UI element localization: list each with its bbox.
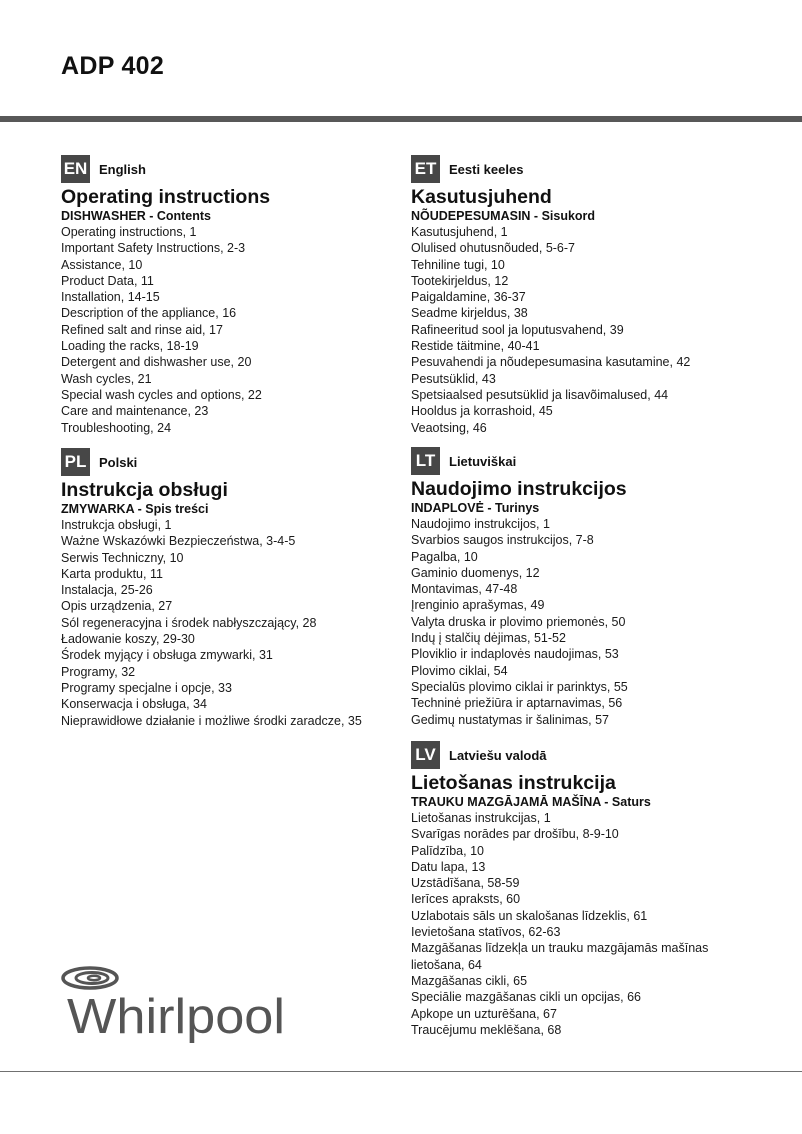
list-item: Palīdzība, 10 [411, 843, 484, 858]
list-item: Ważne Wskazówki Bezpieczeństwa, 3-4-5 [61, 534, 296, 549]
list-item: Uzlabotais sāls un skalošanas līdzeklis, 61 [411, 908, 648, 923]
list-item: Opis urządzenia, 27 [61, 599, 173, 614]
language-badge: EN [61, 155, 90, 183]
whirlpool-logo [60, 963, 292, 1043]
list-item: Traucējumu meklēšana, 68 [411, 1022, 562, 1037]
section-header [411, 155, 791, 183]
section-title: Kasutusjuhend [411, 186, 552, 208]
list-item: Karta produktu, 11 [61, 566, 163, 581]
list-item: Serwis Techniczny, 10 [61, 550, 184, 565]
section-subtitle: INDAPLOVĖ - Turinys [411, 501, 540, 515]
list-item: Seadme kirjeldus, 38 [411, 306, 528, 321]
list-item: Instalacja, 25-26 [61, 583, 153, 598]
bottom-divider [0, 1071, 802, 1072]
section-title: Naudojimo instrukcijos [411, 478, 627, 500]
model-title: ADP 402 [61, 52, 165, 80]
contents-list [61, 224, 441, 436]
list-item: Operating instructions, 1 [61, 225, 197, 239]
list-item: Detergent and dishwasher use, 20 [61, 355, 252, 370]
section-estonian [411, 155, 791, 436]
list-item: Gaminio duomenys, 12 [411, 565, 540, 580]
list-item: Troubleshooting, 24 [61, 420, 172, 435]
contents-list [411, 516, 791, 728]
list-item: Pesuvahendi ja nõudepesumasina kasutamine, 42 [411, 355, 691, 370]
section-polish [61, 448, 441, 729]
list-item: Olulised ohutusnõuded, 5-6-7 [411, 241, 576, 256]
section-header [61, 448, 441, 476]
list-item: Ierīces apraksts, 60 [411, 892, 521, 907]
language-name: Polski [99, 454, 138, 470]
list-item: Montavimas, 47-48 [411, 582, 518, 597]
list-item: Tootekirjeldus, 12 [411, 273, 509, 288]
list-item: Loading the racks, 18-19 [61, 339, 199, 354]
list-item: Mazgāšanas cikli, 65 [411, 973, 528, 988]
list-item: Spetsiaalsed pesutsüklid ja lisavõimalused, 44 [411, 387, 669, 402]
list-item: Naudojimo instrukcijos, 1 [411, 517, 550, 531]
list-item: Nieprawidłowe działanie i możliwe środki zaradcze, 35 [61, 713, 362, 728]
list-item: Veaotsing, 46 [411, 420, 487, 435]
list-item: Ładowanie koszy, 29-30 [61, 632, 195, 647]
list-item: Valyta druska ir plovimo priemonės, 50 [411, 614, 626, 629]
section-title: Operating instructions [61, 186, 271, 208]
list-item: Tehniline tugi, 10 [411, 257, 505, 272]
language-name: Lietuviškai [449, 453, 517, 469]
list-item: Pesutsüklid, 43 [411, 371, 496, 386]
section-subtitle: DISHWASHER - Contents [61, 209, 211, 223]
list-item: Środek myjący i obsługa zmywarki, 31 [61, 648, 273, 663]
list-item: Svarīgas norādes par drošību, 8-9-10 [411, 827, 619, 842]
list-item: Special wash cycles and options, 22 [61, 387, 262, 402]
list-item: Important Safety Instructions, 2-3 [61, 241, 246, 256]
contents-list [61, 517, 441, 729]
list-item: Lietošanas instrukcijas, 1 [411, 811, 551, 825]
list-item: Techninė priežiūra ir aptarnavimas, 56 [411, 696, 623, 711]
list-item: Product Data, 11 [61, 273, 154, 288]
list-item: Pagalba, 10 [411, 549, 478, 564]
language-badge: LV [411, 741, 440, 769]
list-item: Installation, 14-15 [61, 290, 160, 305]
list-item: Uzstādīšana, 58-59 [411, 876, 520, 891]
brand-wordmark: Whirlpool [67, 990, 285, 1043]
list-item: Assistance, 10 [61, 257, 143, 272]
list-item: Care and maintenance, 23 [61, 404, 209, 419]
contents-list [411, 810, 791, 1038]
section-header [411, 741, 791, 769]
section-header [61, 155, 441, 183]
section-subtitle: ZMYWARKA - Spis treści [61, 502, 209, 516]
top-divider [0, 116, 802, 122]
section-title: Lietošanas instrukcija [411, 772, 616, 794]
section-latvian [411, 741, 791, 1038]
list-item: Hooldus ja korrashoid, 45 [411, 404, 553, 419]
list-item: Specialūs plovimo ciklai ir parinktys, 55 [411, 679, 628, 694]
section-lithuanian [411, 447, 791, 728]
whirlpool-swirl-icon [63, 968, 117, 988]
list-item: Įrenginio aprašymas, 49 [411, 598, 545, 613]
list-item: Restide täitmine, 40-41 [411, 339, 540, 354]
list-item: Ievietošana statīvos, 62-63 [411, 925, 561, 940]
list-item: Gedimų nustatymas ir šalinimas, 57 [411, 712, 609, 727]
section-subtitle: NÕUDEPESUMASIN - Sisukord [411, 209, 596, 223]
contents-list [411, 224, 791, 436]
list-item: Programy, 32 [61, 664, 136, 679]
list-item: Rafineeritud sool ja loputusvahend, 39 [411, 322, 624, 337]
list-item: Instrukcja obsługi, 1 [61, 518, 172, 532]
list-item: Speciālie mazgāšanas cikli un opcijas, 66 [411, 990, 641, 1005]
language-badge: LT [411, 447, 440, 475]
list-item: Konserwacja i obsługa, 34 [61, 697, 207, 712]
list-item: Mazgāšanas līdzekļa un trauku mazgājamās mašīnas lietošana, 64 [411, 941, 709, 972]
language-name: Latviešu valodā [449, 747, 547, 763]
list-item: Kasutusjuhend, 1 [411, 225, 508, 239]
list-item: Wash cycles, 21 [61, 371, 152, 386]
language-name: Eesti keeles [449, 161, 524, 177]
list-item: Refined salt and rinse aid, 17 [61, 322, 223, 337]
list-item: Ploviklio ir indaplovės naudojimas, 53 [411, 647, 619, 662]
list-item: Svarbios saugos instrukcijos, 7-8 [411, 533, 594, 548]
list-item: Indų į stalčių dėjimas, 51-52 [411, 631, 566, 646]
list-item: Apkope un uzturēšana, 67 [411, 1006, 557, 1021]
list-item: Sól regeneracyjna i środek nabłyszczający, 28 [61, 615, 317, 630]
list-item: Paigaldamine, 36-37 [411, 290, 526, 305]
section-subtitle: TRAUKU MAZGĀJAMĀ MAŠĪNA - Saturs [411, 795, 651, 809]
language-badge: ET [411, 155, 440, 183]
section-title: Instrukcja obsługi [61, 479, 228, 501]
list-item: Plovimo ciklai, 54 [411, 663, 508, 678]
list-item: Datu lapa, 13 [411, 859, 486, 874]
language-name: English [99, 161, 146, 177]
section-english [61, 155, 441, 436]
list-item: Description of the appliance, 16 [61, 306, 237, 321]
section-header [411, 447, 791, 475]
language-badge: PL [61, 448, 90, 476]
list-item: Programy specjalne i opcje, 33 [61, 680, 232, 695]
